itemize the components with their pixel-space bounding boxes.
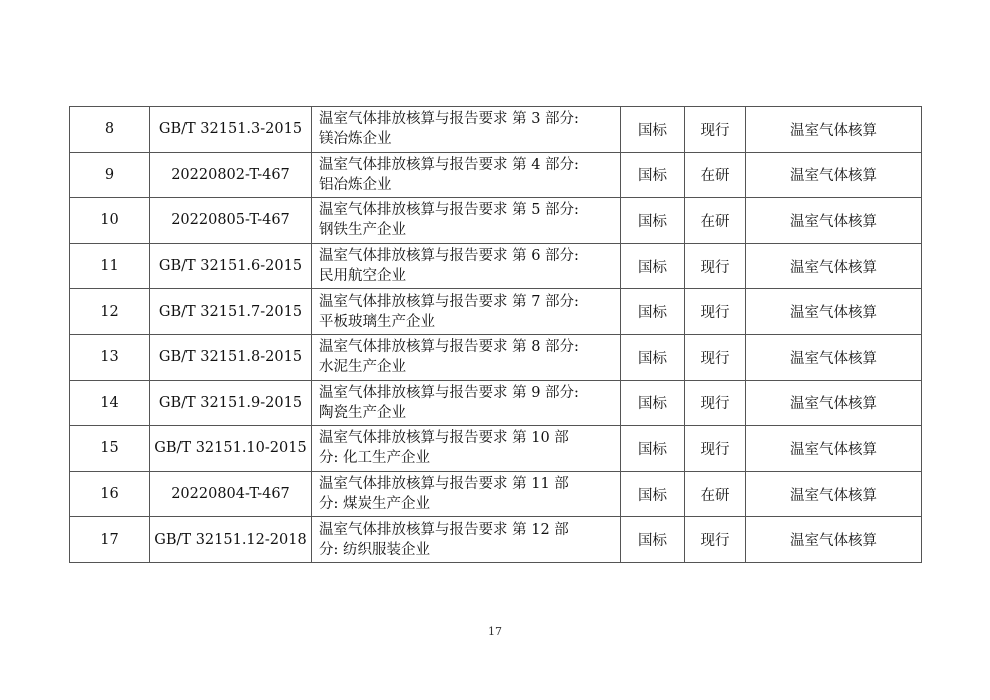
standard-category: 温室气体核算 (746, 289, 922, 335)
standards-table (69, 106, 922, 563)
standard-category: 温室气体核算 (746, 198, 922, 244)
row-number: 10 (70, 198, 150, 244)
standard-type: 国标 (621, 471, 685, 517)
row-number: 13 (70, 334, 150, 380)
table-row (70, 334, 922, 380)
standard-status: 现行 (685, 426, 746, 472)
standard-status: 现行 (685, 289, 746, 335)
standard-name (312, 517, 621, 563)
standard-type: 国标 (621, 243, 685, 289)
standard-status: 现行 (685, 380, 746, 426)
standard-name-line1: 温室气体排放核算与报告要求 第 7 部分: (319, 293, 579, 310)
standard-name-line1: 温室气体排放核算与报告要求 第 9 部分: (319, 384, 579, 401)
table-row (70, 152, 922, 198)
standard-category: 温室气体核算 (746, 243, 922, 289)
table-row (70, 380, 922, 426)
row-number: 15 (70, 426, 150, 472)
standard-code: GB/T 32151.10-2015 (150, 426, 312, 472)
standard-name-line1: 温室气体排放核算与报告要求 第 8 部分: (319, 339, 579, 356)
standard-code: GB/T 32151.8-2015 (150, 334, 312, 380)
standard-name-line2: 钢铁生产企业 (319, 222, 406, 239)
table-row (70, 426, 922, 472)
standard-status: 现行 (685, 243, 746, 289)
standard-name-line2: 平板玻璃生产企业 (319, 313, 435, 330)
standard-status: 在研 (685, 152, 746, 198)
standard-category: 温室气体核算 (746, 517, 922, 563)
standard-status: 在研 (685, 471, 746, 517)
row-number: 8 (70, 107, 150, 153)
standard-code: GB/T 32151.12-2018 (150, 517, 312, 563)
standard-name-line1: 温室气体排放核算与报告要求 第 10 部 (319, 430, 569, 447)
standard-code: GB/T 32151.6-2015 (150, 243, 312, 289)
standard-name-line1: 温室气体排放核算与报告要求 第 6 部分: (319, 248, 579, 265)
standard-category: 温室气体核算 (746, 152, 922, 198)
standard-type: 国标 (621, 334, 685, 380)
standard-category: 温室气体核算 (746, 334, 922, 380)
standard-status: 现行 (685, 334, 746, 380)
standard-code: GB/T 32151.7-2015 (150, 289, 312, 335)
standard-name-line2: 铝冶炼企业 (319, 176, 392, 193)
standard-name-line2: 民用航空企业 (319, 268, 406, 285)
standard-type: 国标 (621, 152, 685, 198)
standard-name-line2: 镁冶炼企业 (319, 131, 392, 148)
page-number: 17 (488, 625, 502, 638)
standard-name-line1: 温室气体排放核算与报告要求 第 5 部分: (319, 202, 579, 219)
standard-category: 温室气体核算 (746, 380, 922, 426)
standard-name (312, 152, 621, 198)
row-number: 11 (70, 243, 150, 289)
standard-name (312, 289, 621, 335)
standard-type: 国标 (621, 380, 685, 426)
standard-name-line2: 水泥生产企业 (319, 359, 406, 376)
standard-name (312, 243, 621, 289)
table-row (70, 517, 922, 563)
standard-name-line1: 温室气体排放核算与报告要求 第 11 部 (319, 476, 569, 493)
standard-name-line2: 分: 化工生产企业 (319, 450, 430, 467)
standard-name (312, 471, 621, 517)
table-row (70, 107, 922, 153)
standard-category: 温室气体核算 (746, 426, 922, 472)
table-row (70, 471, 922, 517)
standard-name-line2: 分: 煤炭生产企业 (319, 496, 430, 513)
standard-code: GB/T 32151.3-2015 (150, 107, 312, 153)
standard-name (312, 380, 621, 426)
row-number: 9 (70, 152, 150, 198)
standard-type: 国标 (621, 517, 685, 563)
standards-table-body (70, 107, 922, 563)
standard-name-line2: 分: 纺织服装企业 (319, 541, 430, 558)
standard-name-line2: 陶瓷生产企业 (319, 404, 406, 421)
standard-type: 国标 (621, 426, 685, 472)
standard-name (312, 334, 621, 380)
standard-status: 现行 (685, 107, 746, 153)
standard-type: 国标 (621, 289, 685, 335)
standard-type: 国标 (621, 198, 685, 244)
standard-name (312, 107, 621, 153)
row-number: 16 (70, 471, 150, 517)
table-row (70, 198, 922, 244)
standard-category: 温室气体核算 (746, 471, 922, 517)
row-number: 17 (70, 517, 150, 563)
standard-name (312, 198, 621, 244)
standard-name-line1: 温室气体排放核算与报告要求 第 12 部 (319, 521, 569, 538)
standard-type: 国标 (621, 107, 685, 153)
standard-name (312, 426, 621, 472)
standard-category: 温室气体核算 (746, 107, 922, 153)
standard-code: GB/T 32151.9-2015 (150, 380, 312, 426)
row-number: 14 (70, 380, 150, 426)
row-number: 12 (70, 289, 150, 335)
standard-code: 20220802-T-467 (150, 152, 312, 198)
standard-status: 在研 (685, 198, 746, 244)
standard-code: 20220804-T-467 (150, 471, 312, 517)
table-row (70, 243, 922, 289)
table-row (70, 289, 922, 335)
standard-code: 20220805-T-467 (150, 198, 312, 244)
standard-name-line1: 温室气体排放核算与报告要求 第 3 部分: (319, 111, 579, 128)
standard-name-line1: 温室气体排放核算与报告要求 第 4 部分: (319, 156, 579, 173)
standard-status: 现行 (685, 517, 746, 563)
